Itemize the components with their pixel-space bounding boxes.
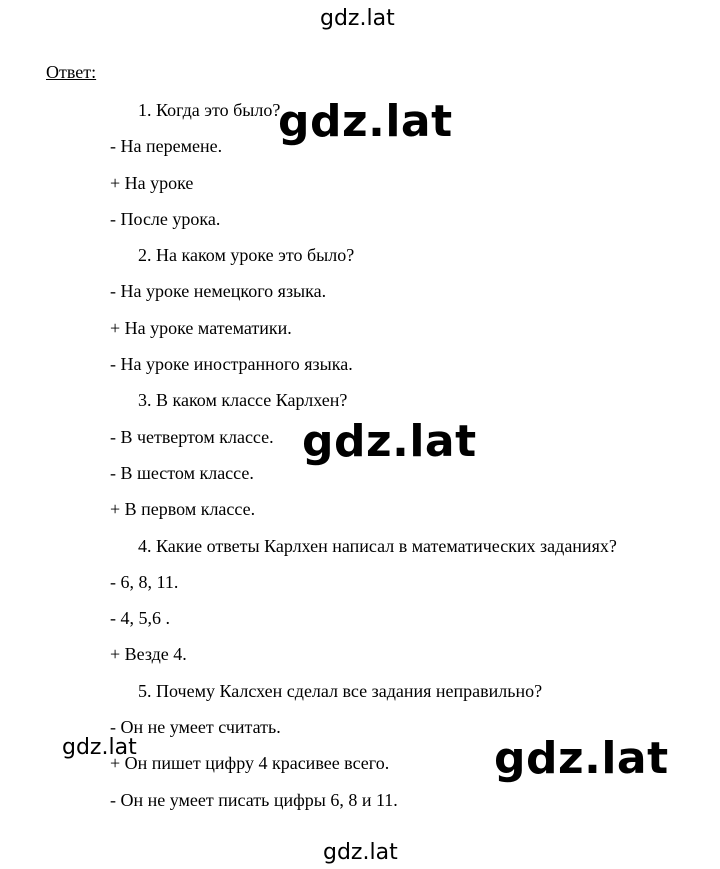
watermark-small-left: gdz.lat: [62, 735, 137, 760]
watermark-large-2: gdz.lat: [302, 416, 477, 467]
answer-option-line: - На перемене.: [110, 136, 223, 157]
answer-option-line: - В шестом классе.: [110, 462, 254, 483]
watermark-top: gdz.lat: [320, 6, 395, 31]
watermark-bottom: gdz.lat: [323, 840, 398, 865]
answer-label: Ответ:: [46, 62, 97, 82]
answer-option-line: + Везде 4.: [110, 644, 187, 665]
answer-option-line: - На уроке немецкого языка.: [110, 281, 327, 302]
question-line: 4. Какие ответы Карлхен написал в математических заданиях?: [138, 535, 617, 556]
question-line: 1. Когда это было?: [138, 100, 281, 120]
answer-option-line: + На уроке: [110, 172, 194, 193]
answer-option-line: - Он не умеет считать.: [110, 717, 281, 738]
answer-option-line: - В четвертом классе.: [110, 426, 274, 447]
question-line: 3. В каком классе Карлхен?: [138, 390, 348, 411]
answer-option-line: - 4, 5,6 .: [110, 608, 170, 629]
question-line: 5. Почему Калсхен сделал все задания неправильно?: [138, 680, 543, 701]
answer-option-line: + На уроке математики.: [110, 317, 292, 338]
answer-option-line: + Он пишет цифру 4 красивее всего.: [110, 753, 390, 774]
answer-option-line: - Он не умеет писать цифры 6, 8 и 11.: [110, 789, 398, 810]
watermark-large-3: gdz.lat: [494, 733, 669, 784]
watermark-large-1: gdz.lat: [278, 96, 453, 147]
question-line: 2. На каком уроке это было?: [138, 245, 355, 266]
answer-option-line: - После урока.: [110, 208, 221, 229]
answer-option-line: + В первом классе.: [110, 499, 256, 520]
answer-option-line: - 6, 8, 11.: [110, 571, 179, 592]
answer-option-line: - На уроке иностранного языка.: [110, 354, 353, 375]
